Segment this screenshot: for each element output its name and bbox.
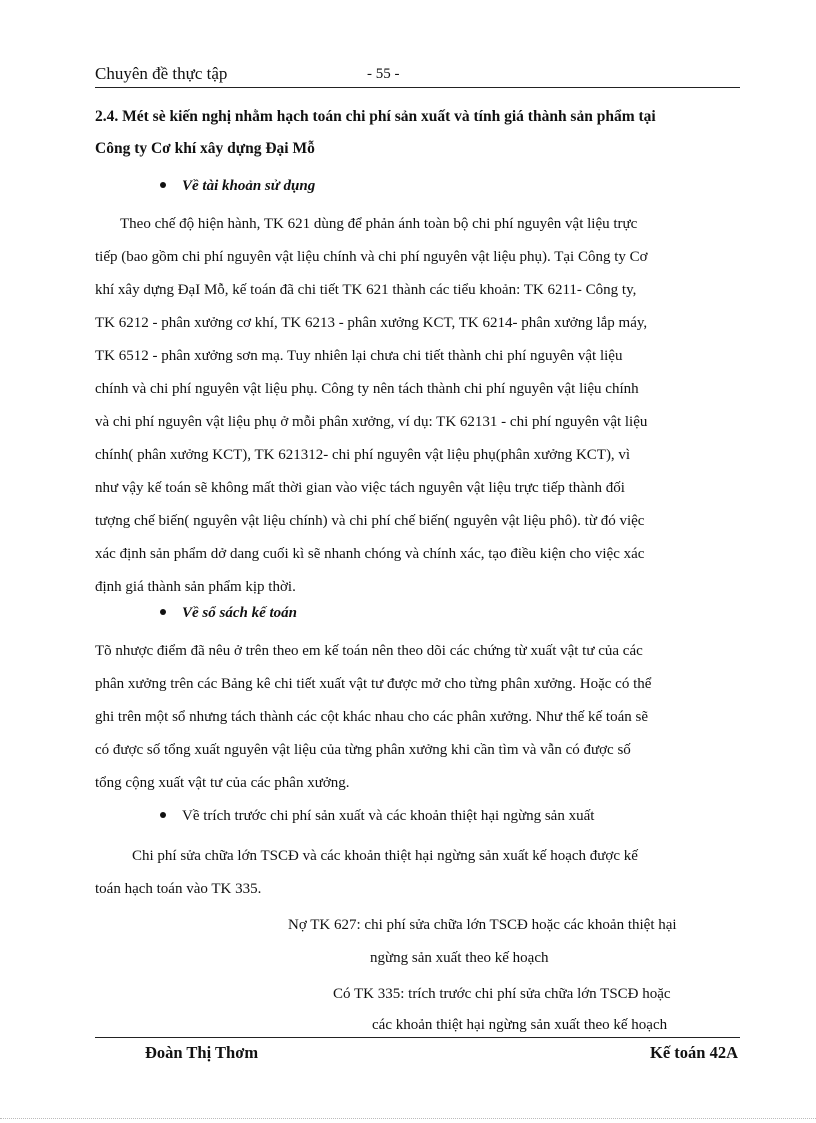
paragraph-line: khí xây dựng ĐạI Mỗ, kế toán đã chi tiết TK 621 thành các tiểu khoản: TK 6211- Công ty, xyxy=(95,282,637,298)
paragraph-line: toán hạch toán vào TK 335. xyxy=(95,881,262,897)
paragraph-line: ghi trên một sổ nhưng tách thành các cột khác nhau cho các phân xưởng. Như thế kế toán sẽ xyxy=(95,709,648,725)
bullet-dot-icon xyxy=(160,609,166,615)
paragraph-line: chính( phân xưởng KCT), TK 621312- chi phí nguyên vật liệu phụ(phân xưởng KCT), vì xyxy=(95,447,631,463)
paragraph-line: Theo chế độ hiện hành, TK 621 dùng để phản ánh toàn bộ chi phí nguyên vật liệu trực xyxy=(120,216,638,232)
section-heading-line-1: 2.4. Mét sè kiến nghị nhằm hạch toán chi phí sản xuất và tính giá thành sản phẩm tại xyxy=(95,108,656,125)
debit-entry-line-2: ngừng sản xuất theo kế hoạch xyxy=(370,950,549,966)
section-heading-line-2: Công ty Cơ khí xây dựng Đại Mỗ xyxy=(95,140,315,157)
bullet-accrual xyxy=(160,808,594,825)
debit-entry-line-1: Nợ TK 627: chi phí sửa chữa lớn TSCĐ hoặc các khoản thiệt hại xyxy=(288,917,677,933)
bullet-books-label: Về sổ sách kế toán xyxy=(182,605,298,621)
paragraph-line: tổng cộng xuất vật tư của các phân xưởng. xyxy=(95,775,350,791)
bullet-accounts-label: Về tài khoản sử dụng xyxy=(182,178,316,194)
paragraph-line: Chi phí sửa chữa lớn TSCĐ và các khoản thiệt hại ngừng sản xuất kế hoạch được kế xyxy=(132,848,638,864)
page-number: - 55 - xyxy=(367,66,400,82)
bullet-accrual-label: Về trích trước chi phí sản xuất và các khoản thiệt hại ngừng sản xuất xyxy=(182,808,595,824)
paragraph-line: xác định sản phẩm dở dang cuối kì sẽ nhanh chóng và chính xác, tạo điều kiện cho việc xác xyxy=(95,546,645,562)
footer-author: Đoàn Thị Thơm xyxy=(145,1043,259,1062)
bullet-dot-icon xyxy=(160,812,166,818)
paragraph-line: tượng chế biến( nguyên vật liệu chính) và chi phí chế biến( nguyên vật liệu phô). từ đó việc xyxy=(95,513,645,529)
paragraph-line: như vậy kế toán sẽ không mất thời gian vào việc tách nguyên vật liệu trực tiếp thành đối xyxy=(95,480,625,496)
footer-rule xyxy=(95,1037,740,1038)
paragraph-line: và chi phí nguyên vật liệu phụ ở mỗi phân xưởng, ví dụ: TK 62131 - chi phí nguyên vật liệu xyxy=(95,414,648,430)
bullet-books xyxy=(160,605,297,622)
credit-entry-line-2: các khoản thiệt hại ngừng sản xuất theo kế hoạch xyxy=(372,1017,668,1033)
credit-entry-line-1: Có TK 335: trích trước chi phí sửa chữa lớn TSCĐ hoặc xyxy=(333,986,671,1002)
paragraph-line: TK 6512 - phân xưởng sơn mạ. Tuy nhiên lại chưa chi tiết thành chi phí nguyên vật liệu xyxy=(95,348,623,364)
paragraph-line: phân xưởng trên các Bảng kê chi tiết xuất vật tư được mở cho từng phân xưởng. Hoặc có thể xyxy=(95,676,652,692)
paragraph-line: Tõ nhược điểm đã nêu ở trên theo em kế toán nên theo dõi các chứng từ xuất vật tư của các xyxy=(95,643,643,659)
paragraph-line: tiếp (bao gồm chi phí nguyên vật liệu chính và chi phí nguyên vật liệu phụ). Tại Công ty Cơ xyxy=(95,249,648,265)
header-rule xyxy=(95,87,740,88)
page-header xyxy=(95,60,740,88)
paragraph-line: định giá thành sản phẩm kịp thời. xyxy=(95,579,296,595)
footer-class: Kế toán 42A xyxy=(650,1043,738,1062)
page-bottom-dotted-line xyxy=(0,1118,816,1119)
paragraph-line: chính và chi phí nguyên vật liệu phụ. Công ty nên tách thành chi phí nguyên vật liệu chính xyxy=(95,381,639,397)
paragraph-line: TK 6212 - phân xưởng cơ khí, TK 6213 - phân xưởng KCT, TK 6214- phân xưởng lắp máy, xyxy=(95,315,648,331)
header-title: Chuyên đề thực tập xyxy=(95,64,228,83)
bullet-accounts xyxy=(160,178,315,195)
paragraph-line: có được số tổng xuất nguyên vật liệu của từng phân xưởng khi cần tìm và vẫn có được số xyxy=(95,742,631,758)
bullet-dot-icon xyxy=(160,182,166,188)
